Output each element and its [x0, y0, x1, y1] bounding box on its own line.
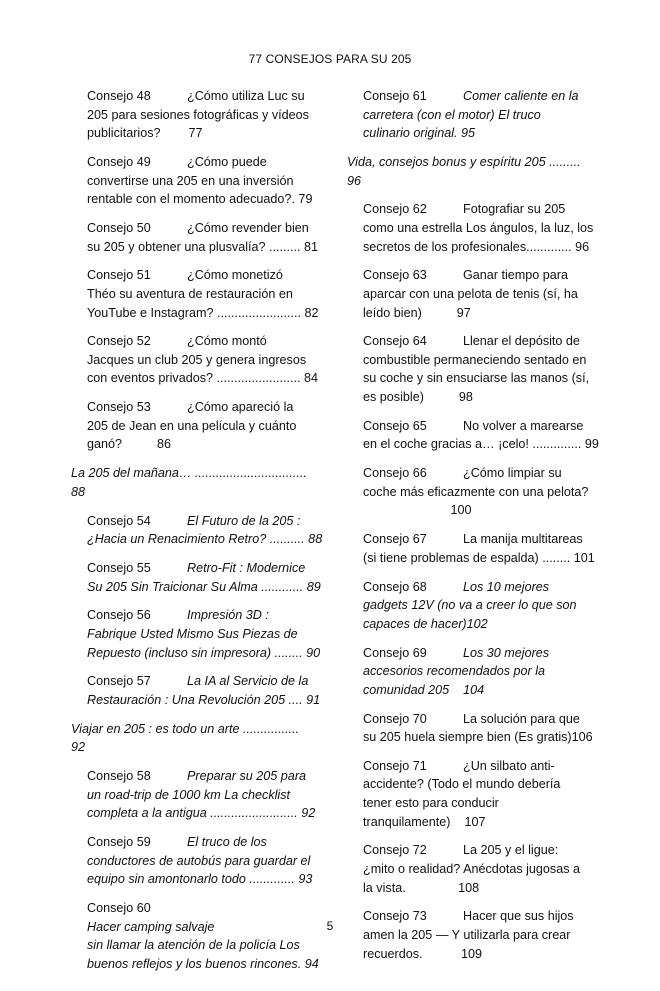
toc-entry-label: Consejo 53 [87, 400, 151, 415]
toc-entry[interactable] [71, 153, 313, 209]
toc-entry-title: Repuesto (incluso sin impresora) ........ 90 [87, 645, 321, 660]
toc-entry-line [363, 615, 590, 634]
toc-entry-line [363, 351, 590, 370]
toc-entry-title: buenos reflejos y los buenos rincones. 94 [87, 956, 319, 971]
toc-entry-title: Comer caliente en la [463, 89, 579, 103]
toc-entry[interactable] [347, 200, 594, 256]
toc-entry-label: Consejo 48 [87, 89, 151, 103]
toc-entry-line [363, 464, 590, 483]
toc-entry-label: Consejo 59 [87, 835, 151, 850]
toc-entry-title: ¿Cómo utiliza Luc su [187, 89, 305, 103]
toc-column-right [347, 87, 599, 973]
toc-entry-label: Consejo 68 [363, 579, 427, 594]
toc-entry-title: publicitarios? 77 [87, 126, 203, 141]
toc-entry-line [363, 662, 590, 681]
toc-entry-line [87, 625, 313, 644]
toc-entry-line [363, 681, 590, 700]
toc-entry-title: ¿Cómo revender bien [187, 220, 309, 235]
toc-entry-title: combustible permaneciendo sentado en [363, 352, 587, 367]
toc-entry-title: es posible) 98 [363, 390, 473, 405]
toc-entry-title: La 205 y el ligue: [463, 843, 559, 858]
toc-entry-title: culinario original. 95 [363, 126, 476, 141]
toc-entry[interactable] [71, 219, 319, 256]
toc-entry-line [363, 483, 590, 502]
toc-entry[interactable] [71, 559, 321, 596]
toc-entry[interactable] [71, 398, 313, 454]
toc-entry-line [87, 578, 321, 597]
toc-entry-line [87, 238, 319, 257]
toc-entry-line [363, 549, 595, 568]
toc-entry-title: tener esto para conducir [363, 796, 499, 811]
toc-entry-line [363, 775, 590, 794]
toc-entry-title: como una estrella Los ángulos, la luz, los [363, 220, 594, 235]
toc-entry-title: Impresión 3D : [187, 608, 269, 623]
toc-entry-line [87, 332, 313, 351]
toc-entry-line [87, 559, 313, 578]
toc-entry-title: equipo sin amontonarlo todo ............. 93 [87, 872, 313, 887]
toc-entry-line [363, 710, 590, 729]
toc-entry[interactable] [347, 464, 590, 520]
toc-entry-line [363, 417, 590, 436]
toc-entry-line [87, 833, 313, 852]
toc-entry-title: ¿Cómo puede [187, 154, 267, 169]
toc-section-heading[interactable]: La 205 del mañana… ................................ 88 [71, 466, 307, 499]
toc-entry-title: sin llamar la atención de la policía Los [87, 938, 300, 953]
toc-entry-title: en el coche gracias a… ¡celo! .............. 99 [363, 437, 599, 452]
toc-entry[interactable] [347, 87, 590, 143]
toc-entry-line [87, 172, 313, 191]
toc-entry-title: ganó? 86 [87, 437, 172, 452]
toc-entry-line [363, 200, 590, 219]
page-number: 5 [326, 919, 334, 933]
toc-entry-title: Los 30 mejores [463, 645, 550, 660]
page-header: 77 CONSEJOS PARA SU 205 [248, 52, 412, 66]
toc-entry-label: Consejo 49 [87, 154, 151, 169]
toc-entry-line [87, 398, 313, 417]
toc-entry-line [363, 124, 590, 143]
toc-entry-line [363, 728, 593, 747]
toc-entry-line [87, 106, 313, 125]
toc-entry-line [363, 578, 590, 597]
toc-entry-title: ¿Hacia un Renacimiento Retro? .......... 88 [87, 532, 323, 547]
toc-entry-label: Consejo 73 [363, 909, 427, 924]
toc-entry-title: Preparar su 205 para [187, 769, 307, 784]
toc-entry-title: La IA al Servicio de la [187, 674, 309, 689]
toc-entry-line [87, 304, 319, 323]
toc-entry-line [87, 124, 313, 143]
toc-entry-label: Consejo 61 [363, 89, 427, 103]
toc-entry-line [87, 644, 321, 663]
toc-entry-title: su 205 y obtener una plusvalía? ......... 81 [87, 239, 319, 254]
toc-entry-title: coche más eficazmente con una pelota? [363, 484, 589, 499]
toc-entry-title: (si tiene problemas de espalda) ........ 101 [363, 550, 595, 565]
toc-entry-title: aparcar con una pelota de tenis (sí, ha [363, 286, 578, 301]
toc-entry-line [87, 219, 313, 238]
toc-section-heading[interactable]: Vida, consejos bonus y espíritu 205 ......... 96 [347, 154, 581, 188]
toc-entry-line [363, 644, 590, 663]
toc-entry-line [87, 870, 313, 889]
toc-entry[interactable] [71, 606, 321, 662]
toc-entry[interactable] [71, 899, 319, 973]
toc-entry-title: su coche y sin ensuciarse las manos (sí, [363, 371, 590, 386]
toc-entry-line [87, 285, 313, 304]
toc-entry-label: Consejo 62 [363, 202, 427, 217]
toc-entry-line [363, 388, 590, 407]
toc-entry-title: recuerdos. 109 [363, 946, 483, 961]
toc-entry-label: Consejo 69 [363, 645, 427, 660]
toc-entry-line [363, 369, 590, 388]
toc-entry-title: El truco de los [187, 835, 267, 850]
toc-entry[interactable] [347, 757, 590, 831]
toc-entry-title: comunidad 205 104 [363, 682, 485, 697]
toc-entry[interactable] [347, 710, 593, 747]
toc-entry-title: la vista. 108 [363, 880, 480, 895]
toc-entry-title: Retro-Fit : Modernice [187, 560, 306, 575]
toc-entry-title: La solución para que [463, 711, 580, 726]
toc-entry-title: Théo su aventura de restauración en [87, 286, 293, 301]
toc-entry-line [363, 841, 590, 860]
toc-entry-title: 205 para sesiones fotográficas y vídeos [87, 107, 309, 122]
toc-entry-line [87, 266, 313, 285]
toc-entry[interactable] [347, 578, 590, 634]
toc-entry-title: El Futuro de la 205 : [187, 513, 301, 528]
toc-entry-line [87, 936, 313, 955]
toc-entry-title: Hacer que sus hijos [463, 909, 574, 924]
toc-entry-line [363, 596, 590, 615]
toc-entry-label: Consejo 58 [87, 769, 151, 784]
toc-entry-title: Hacer camping salvaje [87, 919, 215, 934]
toc-entry[interactable] [347, 266, 590, 322]
toc-entry-title: su 205 huela siempre bien (Es gratis)106 [363, 730, 593, 745]
toc-entry-label: Consejo 56 [87, 608, 151, 623]
toc-entry[interactable] [71, 266, 319, 322]
toc-entry-line [87, 369, 318, 388]
toc-entry-line [363, 332, 590, 351]
toc-entry-title: Fabrique Usted Mismo Sus Piezas de [87, 626, 298, 641]
toc-entry[interactable] [347, 417, 599, 454]
toc-entry-label: Consejo 64 [363, 334, 427, 349]
toc-entry[interactable] [71, 332, 318, 388]
toc-entry-title: Los 10 mejores [463, 579, 550, 594]
toc-entry-line [87, 512, 313, 531]
toc-entry-title: La manija multitareas [463, 532, 583, 547]
toc-entry-line [87, 190, 313, 209]
toc-column-left [71, 87, 323, 984]
toc-entry-label: Consejo 65 [363, 418, 427, 433]
toc-entry-title: Jacques un club 205 y genera ingresos [87, 352, 307, 367]
toc-entry-line [363, 87, 590, 106]
toc-entry[interactable] [71, 833, 313, 889]
toc-entry-title: secretos de los profesionales............. 96 [363, 239, 590, 254]
toc-entry-line [363, 219, 594, 238]
toc-entry-line [87, 786, 313, 805]
toc-entry-title: amen la 205 — Y utilizarla para crear [363, 928, 571, 942]
toc-entry-title: ¿Un silbato anti- [463, 758, 555, 773]
toc-entry-line [87, 417, 313, 436]
toc-entry-line [363, 879, 590, 898]
toc-entry[interactable] [347, 332, 590, 406]
toc-entry[interactable] [347, 907, 590, 963]
toc-entry-title: gadgets 12V (no va a creer lo que son [363, 598, 577, 613]
toc-entry-line [363, 435, 599, 454]
toc-entry-label: Consejo 66 [363, 466, 427, 481]
toc-entry-title: ¿Cómo apareció la [187, 400, 294, 415]
toc-entry-label: Consejo 60 [87, 901, 151, 915]
toc-entry-label: Consejo 55 [87, 560, 151, 575]
toc-entry-title: convertirse una 205 en una inversión [87, 173, 294, 188]
toc-entry-line [363, 794, 590, 813]
toc-entry-line [363, 757, 590, 776]
toc-entry[interactable] [347, 530, 595, 567]
toc-entry-line [363, 945, 590, 964]
toc-entry-title: Restauración : Una Revolución 205 .... 91 [87, 692, 321, 707]
toc-entry-line [87, 955, 319, 974]
toc-entry-label: Consejo 51 [87, 268, 151, 283]
toc-entry-line [87, 691, 321, 710]
toc-entry-title: conductores de autobús para guardar el [87, 853, 311, 868]
toc-entry-title: 100 [363, 503, 472, 518]
toc-entry-title: un road-trip de 1000 km La checklist [87, 787, 291, 802]
toc-entry-line [87, 606, 313, 625]
toc-entry-line [87, 767, 313, 786]
toc-entry-label: Consejo 54 [87, 513, 151, 528]
toc-entry-title: capaces de hacer)102 [363, 616, 488, 631]
toc-entry-title: completa a la antigua ......................... 92 [87, 806, 316, 821]
toc-entry-title: Ganar tiempo para [463, 268, 569, 283]
toc-entry[interactable] [71, 672, 321, 709]
toc-entry-label: Consejo 71 [363, 758, 427, 773]
toc-entry-title: carretera (con el motor) El truco [363, 107, 541, 122]
toc-entry-line [363, 106, 590, 125]
toc-entry-label: Consejo 70 [363, 711, 427, 726]
toc-entry-title: ¿Cómo montó [187, 334, 267, 349]
toc-entry-title: ¿Cómo limpiar su [463, 466, 562, 481]
toc-entry-label: Consejo 72 [363, 843, 427, 858]
toc-entry-title: Su 205 Sin Traicionar Su Alma ............ 89 [87, 579, 321, 594]
toc-entry-line [363, 530, 590, 549]
toc-section-heading[interactable]: Viajar en 205 : es todo un arte ................ 92 [71, 721, 299, 755]
toc-entry-line [87, 435, 313, 454]
toc-entry-line [363, 238, 590, 257]
toc-entry-title: YouTube e Instagram? ........................ 82 [87, 305, 319, 320]
toc-entry[interactable] [347, 644, 590, 700]
toc-entry-title: accidente? (Todo el mundo debería [363, 777, 561, 792]
toc-entry-label: Consejo 67 [363, 532, 427, 547]
toc-entry[interactable] [71, 512, 323, 549]
toc-entry-title: rentable con el momento adecuado?. 79 [87, 192, 313, 207]
toc-entry-line [87, 87, 313, 106]
toc-entry-line [87, 672, 313, 691]
toc-entry-title: ¿mito o realidad? Anécdotas jugosas a [363, 862, 581, 877]
toc-entry-title: 205 de Jean en una película y cuánto [87, 418, 297, 433]
toc-entry-line [363, 501, 590, 520]
toc-entry-title: leído bien) 97 [363, 305, 471, 320]
toc-entry-line [363, 304, 590, 323]
toc-entry-line [87, 852, 313, 871]
toc-entry-line [87, 530, 323, 549]
toc-entry[interactable] [71, 87, 313, 143]
toc-entry-label: Consejo 57 [87, 674, 151, 689]
toc-entry-label: Consejo 63 [363, 268, 427, 283]
toc-entry-line [363, 266, 590, 285]
toc-entry-line [87, 804, 316, 823]
toc-entry-title: con eventos privados? ........................ 84 [87, 371, 318, 386]
toc-entry[interactable] [71, 767, 316, 823]
toc-entry-line [363, 285, 590, 304]
toc-entry-title: Llenar el depósito de [463, 334, 580, 349]
toc-entry-label: Consejo 52 [87, 334, 151, 349]
toc-entry-title: tranquilamente) 107 [363, 814, 486, 829]
toc-entry-title: ¿Cómo monetizó [187, 268, 283, 283]
toc-entry-line [87, 153, 313, 172]
toc-entry-line [363, 860, 590, 879]
toc-entry-line [363, 813, 590, 832]
toc-entry-title: No volver a marearse [463, 418, 584, 433]
toc-entry-title: accesorios recomendados por la [363, 664, 546, 679]
toc-entry-line [87, 351, 313, 370]
toc-entry[interactable] [347, 841, 590, 897]
toc-entry-label: Consejo 50 [87, 220, 151, 235]
toc-entry-title: Fotografiar su 205 [463, 202, 566, 217]
